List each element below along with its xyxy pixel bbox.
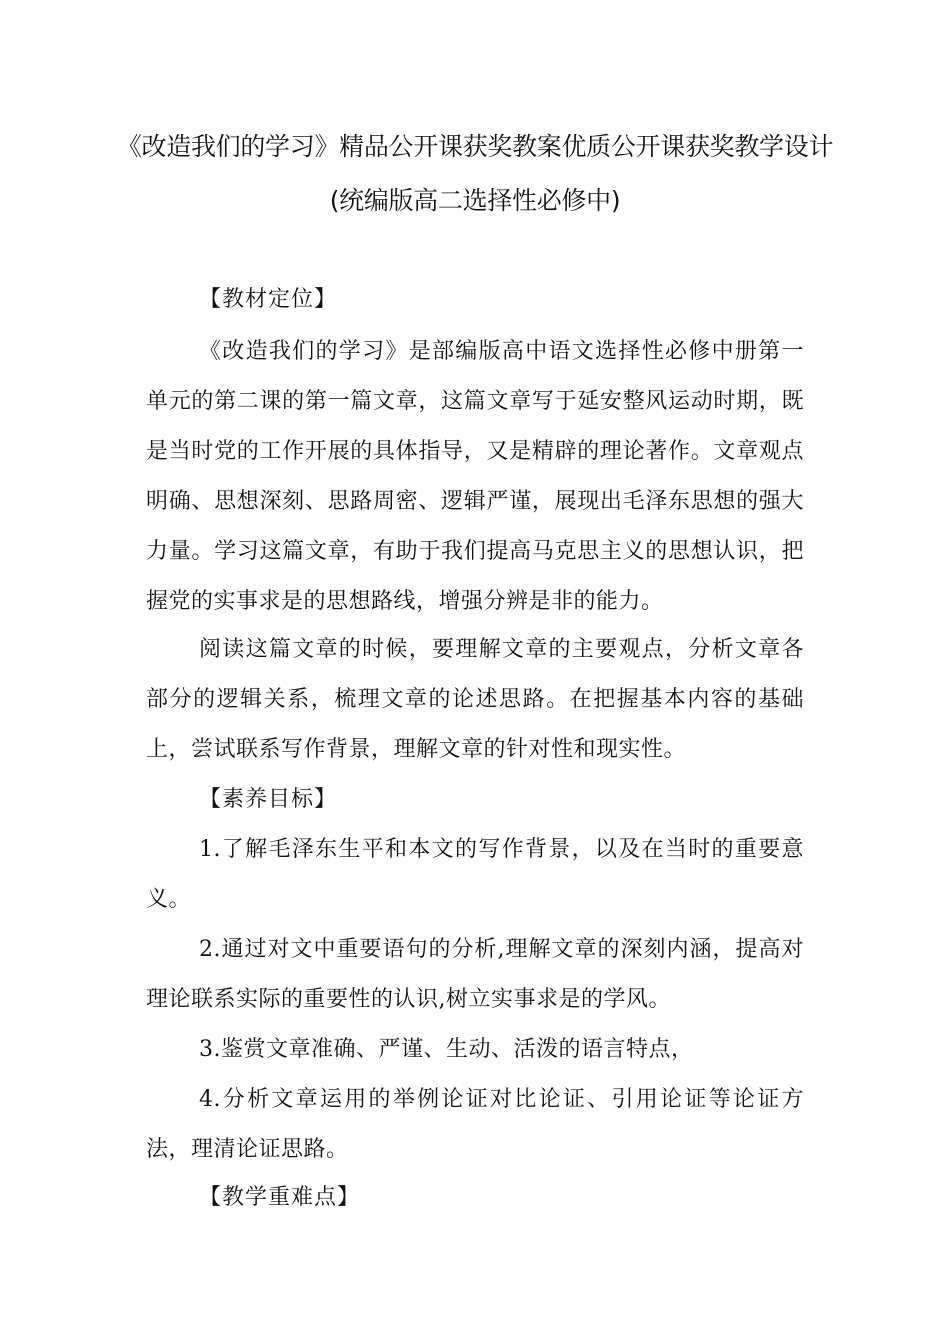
document-title-line1: 《改造我们的学习》精品公开课获奖教案优质公开课获奖教学设计 <box>116 132 834 161</box>
goal-item-4: 4.分析文章运用的举例论证对比论证、引用论证等论证方法，理清论证思路。 <box>146 1087 804 1162</box>
section-heading-goals: 【素养目标】 <box>199 787 338 812</box>
document-title-line2: (统编版高二选择性必修中) <box>329 186 621 215</box>
paragraph-positioning-1: 《改造我们的学习》是部编版高中语文选择性必修中册第一单元的第二课的第一篇文章，这篇文章写于延安整风运动时期，既是当时党的工作开展的具体指导，又是精辟的理论著作。文章观点明确、思想深刻、思路周密、逻辑严谨，展现出毛泽东思想的强大力量。学习这篇文章，有助于我们提高马克思主义的思想认识，把握党的实事求是的思想路线，增强分辨是非的能力。 <box>146 339 804 614</box>
section-heading-positioning: 【教材定位】 <box>199 287 338 312</box>
goal-item-1: 1.了解毛泽东生平和本文的写作背景，以及在当时的重要意义。 <box>146 837 804 912</box>
section-heading-key-points: 【教学重难点】 <box>199 1185 361 1210</box>
paragraph-positioning-2: 阅读这篇文章的时候，要理解文章的主要观点，分析文章各部分的逻辑关系，梳理文章的论述思路。在把握基本内容的基础上，尝试联系写作背景，理解文章的针对性和现实性。 <box>146 637 804 762</box>
goal-item-3: 3.鉴赏文章准确、严谨、生动、活泼的语言特点， <box>199 1037 694 1062</box>
goal-item-2: 2.通过对文中重要语句的分析,理解文章的深刻内涵，提高对理论联系实际的重要性的认识,树立实事求是的学风。 <box>146 937 804 1012</box>
